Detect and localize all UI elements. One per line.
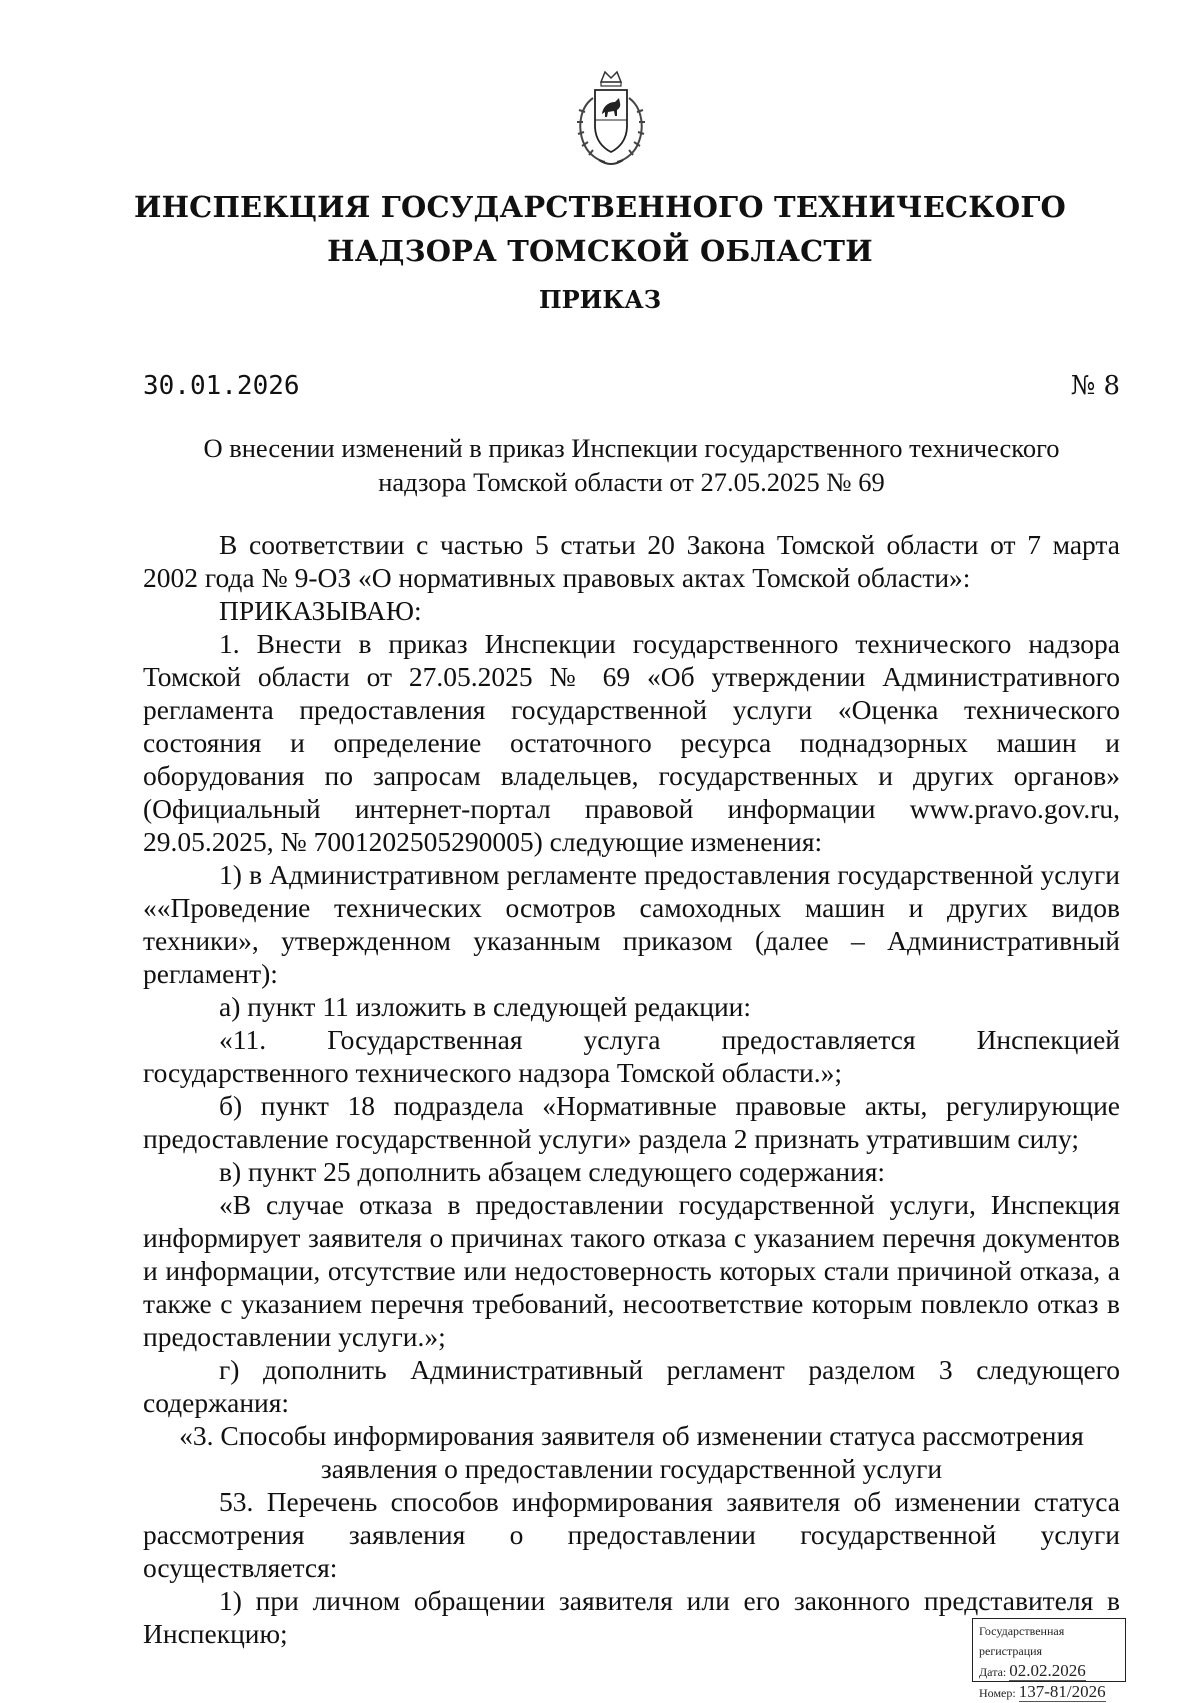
registration-number-row	[979, 1682, 1119, 1703]
refusal-quote-paragraph: «В случае отказа в предоставлении государственной услуги, Инспекция информирует заявителя о причинах такого отказа с указанием перечня документов и информации, отсутствие или недостоверность которых стали причиной отказа, а также с указанием перечня требований, несоответствие которым повлекло отказ в предоставлении услуги.»;	[143, 1189, 1120, 1352]
organization-name	[0, 185, 1200, 273]
organization-name-line-1: ИНСПЕКЦИЯ ГОСУДАРСТВЕННОГО ТЕХНИЧЕСКОГО	[133, 190, 1067, 224]
document-date: 30.01.2026	[143, 371, 300, 401]
registration-date-value: 02.02.2026	[1009, 1661, 1086, 1680]
state-registration-stamp	[972, 1618, 1126, 1701]
registration-number-label: Номер:	[979, 1686, 1016, 1700]
item-v-paragraph: в) пункт 25 дополнить абзацем следующего содержания:	[219, 1156, 886, 1187]
registration-title: Государственная регистрация	[979, 1624, 1065, 1658]
registration-date-row	[979, 1661, 1119, 1682]
item-11-quote-line-2: государственного технического надзора Томской области.»;	[143, 1057, 842, 1088]
subclause-1-paragraph: 1) в Административном регламенте предоставления государственной услуги ««Проведение технических осмотров самоходных машин и других видов техники», утвержденном указанным приказом (далее – Административный регламент):	[143, 859, 1120, 989]
subject-line-2: надзора Томской области от 27.05.2025 № 69	[378, 467, 885, 497]
registration-number-value: 137-81/2026	[1018, 1682, 1106, 1701]
organization-name-line-2: НАДЗОРА ТОМСКОЙ ОБЛАСТИ	[327, 234, 873, 268]
clause-1-paragraph: 1. Внести в приказ Инспекции государственного технического надзора Томской области от 27.05.2025 № 69 «Об утверждении Административного регламента предоставления государственной услуги «Оценка технического состояния и определение остаточного ресурса поднадзорных машин и оборудования по запросам владельцев, государственных и других органов» (Официальный интернет-портал правовой информации www.pravo.gov.ru, 29.05.2025, № 7001202505290005) следующие изменения:	[143, 628, 1120, 857]
section-3-heading-line-1: «3. Способы информирования заявителя об изменении статуса рассмотрения	[179, 1420, 1084, 1451]
item-11-quote-line-1: «11. Государственная услуга предоставляется Инспекцией	[219, 1024, 1120, 1055]
document-body	[143, 528, 1120, 1650]
subject-line-1: О внесении изменений в приказ Инспекции государственного технического	[203, 433, 1060, 463]
section-3-heading-line-2: заявления о предоставлении государственной услуги	[320, 1453, 943, 1484]
coat-of-arms-emblem	[571, 68, 651, 172]
document-number: № 8	[1070, 371, 1120, 401]
preamble-paragraph: В соответствии с частью 5 статьи 20 Закона Томской области от 7 марта 2002 года № 9-ОЗ «О нормативных правовых актах Томской области»:	[143, 529, 1120, 593]
date-number-row	[143, 366, 1120, 406]
item-53-subitem-1: 1) при личном обращении заявителя или его законного представителя в Инспекцию;	[143, 1585, 1120, 1649]
item-g-paragraph: г) дополнить Административный регламент разделом 3 следующего содержания:	[143, 1354, 1120, 1418]
item-b-paragraph: б) пункт 18 подраздела «Нормативные правовые акты, регулирующие предоставление государственной услуги» раздела 2 признать утратившим силу;	[143, 1090, 1120, 1154]
item-a-paragraph: а) пункт 11 изложить в следующей редакции:	[219, 991, 752, 1022]
document-type-title: ПРИКАЗ	[538, 285, 662, 314]
item-53-paragraph: 53. Перечень способов информирования заявителя об изменении статуса рассмотрения заявления о предоставлении государственной услуги осуществляется:	[143, 1486, 1120, 1583]
document-subject	[143, 431, 1120, 499]
order-keyword: ПРИКАЗЫВАЮ:	[219, 595, 422, 626]
registration-date-label: Дата:	[979, 1665, 1007, 1679]
